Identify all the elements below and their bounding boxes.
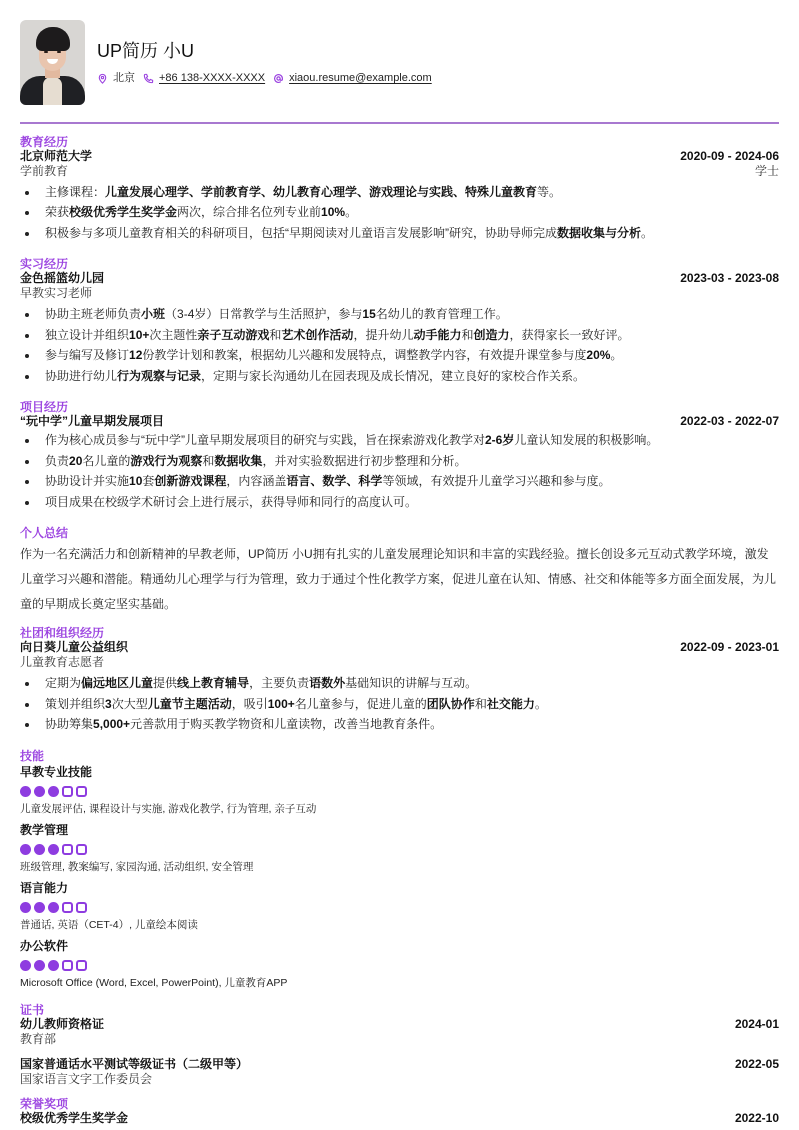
entry-subheader xyxy=(20,164,779,179)
skill-level-dots xyxy=(20,786,779,798)
header-divider xyxy=(20,122,779,124)
skill-description: 班级管理, 教案编写, 家园沟通, 活动组织, 安全管理 xyxy=(20,860,254,873)
avatar-hair xyxy=(36,27,70,51)
level-dot-filled xyxy=(20,960,31,971)
project-name: “玩中学”儿童早期发展项目 xyxy=(20,414,165,428)
entry-header xyxy=(20,414,779,429)
entry-header xyxy=(20,1111,779,1126)
level-dot-empty xyxy=(76,902,87,913)
bullet-list xyxy=(20,430,779,512)
section-honors xyxy=(20,1097,779,1126)
role: 早教实习老师 xyxy=(20,286,93,300)
resume-page xyxy=(20,20,779,1126)
list-item: 参与编写及修订12份教学计划和教案，根据幼儿兴趣和发展特点，调整教学内容，有效提升课堂参与度20%。 xyxy=(20,345,779,366)
level-dot-empty xyxy=(76,960,87,971)
level-dot-empty xyxy=(62,960,73,971)
level-dot-filled xyxy=(20,844,31,855)
level-dot-empty xyxy=(76,844,87,855)
level-dot-empty xyxy=(62,786,73,797)
level-dot-filled xyxy=(48,844,59,855)
level-dot-filled xyxy=(20,902,31,913)
level-dot-empty xyxy=(76,786,87,797)
avatar-eye xyxy=(44,51,48,53)
entry-header xyxy=(20,1057,779,1072)
major: 学前教育 xyxy=(20,163,69,178)
avatar-eye xyxy=(57,51,61,53)
list-item: 主修课程：儿童发展心理学、学前教育学、幼儿教育心理学、游戏理论与实践、特殊儿童教育等。 xyxy=(20,182,779,203)
contact-row xyxy=(97,71,440,86)
level-dot-filled xyxy=(34,844,45,855)
certificate-issuer: 国家语言文字工作委员会 xyxy=(20,1071,153,1086)
list-item: 策划并组织3次大型儿童节主题活动，吸引100+名儿童参与，促进儿童的团队协作和社交能力。 xyxy=(20,694,779,715)
avatar xyxy=(20,20,85,105)
contact-location xyxy=(97,71,135,86)
map-pin-icon xyxy=(97,73,108,84)
skill-item xyxy=(20,881,779,933)
list-item: 协助进行幼儿行为观察与记录，定期与家长沟通幼儿在园表现及成长情况，建立良好的家校合作关系。 xyxy=(20,366,779,387)
list-item: 协助筹集5,000+元善款用于购买教学物资和儿童读物，改善当地教育条件。 xyxy=(20,714,779,735)
entry-header xyxy=(20,1017,779,1032)
org-name: 向日葵儿童公益组织 xyxy=(20,640,129,654)
header-info xyxy=(97,39,440,86)
list-item: 协助主班老师负责小班（3-4岁）日常教学与生活照护，参与15名幼儿的教育管理工作。 xyxy=(20,304,779,325)
org-name: 金色摇篮幼儿园 xyxy=(20,271,105,285)
list-item: 作为核心成员参与“玩中学”儿童早期发展项目的研究与实践，旨在探索游戏化教学对2-6岁儿童认知发展的积极影响。 xyxy=(20,430,779,451)
skill-item xyxy=(20,765,779,817)
level-dot-filled xyxy=(34,960,45,971)
contact-email xyxy=(273,71,432,86)
list-item: 独立设计并组织10+次主题性亲子互动游戏和艺术创作活动，提升幼儿动手能力和创造力，获得家长一致好评。 xyxy=(20,325,779,346)
section-skills xyxy=(20,749,779,991)
section-title: 项目经历 xyxy=(20,400,69,414)
section-title: 实习经历 xyxy=(20,257,69,271)
email-link[interactable]: xiaou.resume@example.com xyxy=(289,71,432,84)
entry-date: 2024-01 xyxy=(734,1016,779,1031)
resume-header xyxy=(20,20,779,105)
entry-date: 2023-03 - 2023-08 xyxy=(680,271,779,285)
list-item: 积极参与多项儿童教育相关的科研项目，包括“早期阅读对儿童语言发展影响”研究，协助导师完成数据收集与分析。 xyxy=(20,223,779,244)
skill-item xyxy=(20,823,779,875)
list-item: 项目成果在校级学术研讨会上进行展示，获得导师和同行的高度认可。 xyxy=(20,492,779,513)
section-title: 社团和组织经历 xyxy=(20,626,105,640)
degree: 学士 xyxy=(754,163,779,178)
level-dot-filled xyxy=(20,786,31,797)
section-certificates xyxy=(20,1003,779,1087)
level-dot-empty xyxy=(62,844,73,855)
level-dot-empty xyxy=(62,902,73,913)
candidate-name: UP简历 小U xyxy=(97,40,195,61)
section-title: 证书 xyxy=(20,1002,45,1017)
certificate-name: 幼儿教师资格证 xyxy=(20,1016,105,1031)
section-title: 教育经历 xyxy=(20,134,69,149)
list-item: 荣获校级优秀学生奖学金两次，综合排名位列专业前10%。 xyxy=(20,202,779,223)
summary-text: 作为一名充满活力和创新精神的早教老师，UP简历 小U拥有扎实的儿童发展理论知识和丰富的实践经验。擅长创设多元互动式教学环境，激发儿童学习兴趣和潜能。精通幼儿心理学与行为管理，致力于通过个性化教学方案，促进儿童在认知、情感、社交和体能等多方面全面发展，为儿童的早期成长奠定坚实基础。 xyxy=(20,547,777,611)
at-sign-icon xyxy=(273,73,284,84)
avatar-shirt xyxy=(43,77,62,105)
skill-description: Microsoft Office (Word, Excel, PowerPoint), 儿童教育APP xyxy=(20,976,288,989)
role: 儿童教育志愿者 xyxy=(20,655,105,669)
entry-date: 2022-10 xyxy=(734,1110,779,1125)
certificate-name: 国家普通话水平测试等级证书（二级甲等） xyxy=(20,1056,249,1071)
certificate-item xyxy=(20,1057,779,1087)
school-name: 北京师范大学 xyxy=(20,148,93,163)
skill-level-dots xyxy=(20,902,779,914)
section-projects xyxy=(20,400,779,512)
section-title: 荣誉奖项 xyxy=(20,1096,69,1111)
entry-date: 2022-05 xyxy=(734,1056,779,1071)
phone-icon xyxy=(143,73,154,84)
skill-item xyxy=(20,939,779,991)
level-dot-filled xyxy=(34,786,45,797)
skill-description: 儿童发展评估, 课程设计与实施, 游戏化教学, 行为管理, 亲子互动 xyxy=(20,802,317,815)
honor-name: 校级优秀学生奖学金 xyxy=(20,1110,129,1125)
level-dot-filled xyxy=(34,902,45,913)
skill-name: 早教专业技能 xyxy=(20,764,93,779)
list-item: 定期为偏远地区儿童提供线上教育辅导，主要负责语数外基础知识的讲解与互动。 xyxy=(20,673,779,694)
skill-name: 教学管理 xyxy=(20,822,69,837)
entry-header xyxy=(20,640,779,655)
skill-description: 普通话, 英语（CET-4）, 儿童绘本阅读 xyxy=(20,918,198,931)
section-title: 技能 xyxy=(20,748,45,763)
contact-phone xyxy=(143,71,265,86)
entry-date: 2022-03 - 2022-07 xyxy=(680,414,779,428)
section-title: 个人总结 xyxy=(20,526,69,540)
bullet-list xyxy=(20,182,779,244)
bullet-list xyxy=(20,673,779,735)
bullet-list xyxy=(20,304,779,386)
skill-level-dots xyxy=(20,844,779,856)
certificate-issuer: 教育部 xyxy=(20,1031,57,1046)
skill-name: 语言能力 xyxy=(20,880,69,895)
skill-name: 办公软件 xyxy=(20,938,69,953)
entry-date: 2022-09 - 2023-01 xyxy=(680,640,779,654)
level-dot-filled xyxy=(48,902,59,913)
certificate-item xyxy=(20,1017,779,1047)
section-organizations xyxy=(20,626,779,735)
entry-header xyxy=(20,271,779,286)
skill-level-dots xyxy=(20,960,779,972)
phone-link[interactable]: +86 138-XXXX-XXXX xyxy=(159,71,266,84)
list-item: 协助设计并实施10套创新游戏课程，内容涵盖语言、数学、科学等领域，有效提升儿童学习兴趣和参与度。 xyxy=(20,471,779,492)
section-internship xyxy=(20,257,779,386)
location-text: 北京 xyxy=(113,71,135,84)
level-dot-filled xyxy=(48,960,59,971)
entry-header xyxy=(20,149,779,164)
entry-date: 2020-09 - 2024-06 xyxy=(680,148,779,163)
section-summary xyxy=(20,526,779,617)
list-item: 负责20名儿童的游戏行为观察和数据收集，并对实验数据进行初步整理和分析。 xyxy=(20,451,779,472)
section-education xyxy=(20,135,779,244)
level-dot-filled xyxy=(48,786,59,797)
